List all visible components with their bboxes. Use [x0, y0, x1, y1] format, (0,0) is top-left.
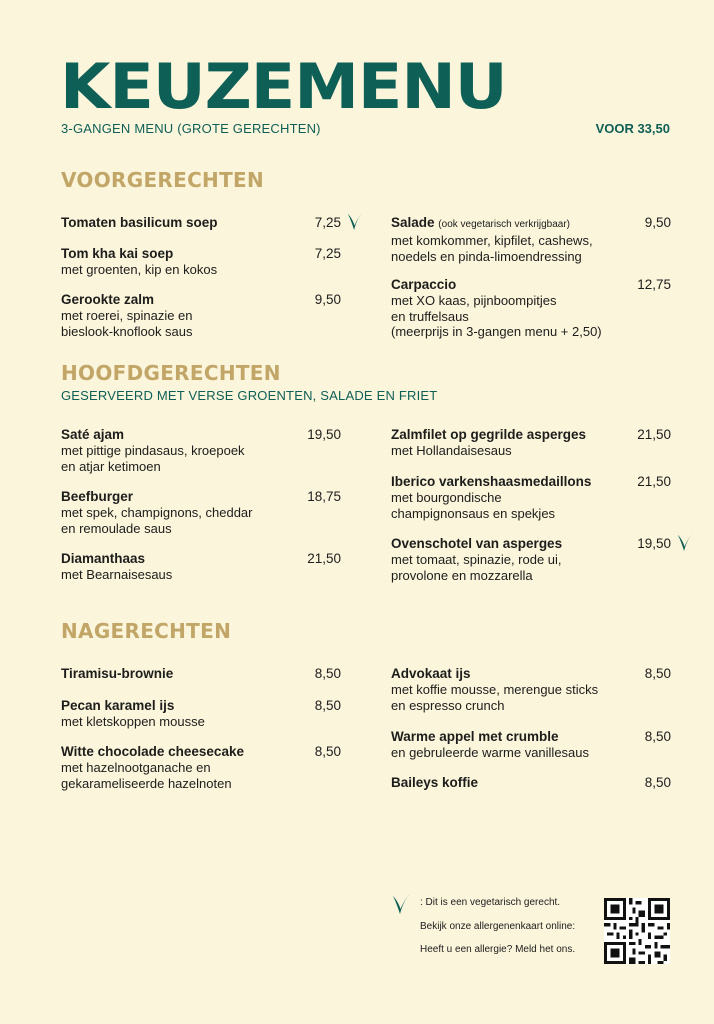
section-title-nagerechten: NAGERECHTEN	[61, 619, 232, 643]
menu-item-description: en espresso crunch	[391, 697, 505, 713]
menu-item-description: met Bearnaisesaus	[61, 567, 173, 582]
menu-item-description: met koffie mousse, merengue sticks	[391, 682, 599, 697]
menu-item-name	[391, 427, 671, 443]
menu-item-name	[61, 215, 341, 231]
veg-legend-text: : Dit is een vegetarisch gerecht.	[420, 897, 561, 908]
menu-item-price: 12,75	[637, 277, 671, 292]
menu-item-description: met hazelnootganache en	[61, 760, 211, 775]
menu-item-price: 8,50	[314, 744, 341, 759]
page-subtitle: 3-GANGEN MENU (GROTE GERECHTEN)	[61, 121, 321, 136]
menu-item-price: 7,25	[314, 246, 341, 261]
menu-item-salade	[391, 215, 671, 264]
vegetarian-leaf-icon	[346, 210, 364, 232]
allergy-question-text: Heeft u een allergie? Meld het ons.	[420, 944, 576, 955]
menu-item-name-text: Saté ajam	[61, 427, 125, 442]
menu-item-price: 21,50	[637, 474, 671, 489]
menu-item-description: en truffelsaus	[391, 308, 469, 324]
menu-item-description: en remoulade saus	[61, 520, 172, 536]
page-title: KEUZEMENU	[60, 50, 507, 123]
menu-item-name-text: Beefburger	[61, 489, 134, 504]
menu-item-price: 8,50	[644, 666, 671, 681]
menu-item-name	[391, 277, 671, 293]
menu-item-tomaten-basilicum-soep	[61, 215, 341, 231]
menu-item-pecan-karamel-ijs	[61, 698, 341, 730]
menu-item-description: en gebruleerde warme vanillesaus	[391, 745, 590, 760]
menu-item-price: 8,50	[314, 666, 341, 681]
menu-item-name	[61, 666, 341, 682]
menu-item-warme-appel-met-crumble	[391, 729, 671, 761]
menu-item-name	[61, 551, 341, 567]
menu-item-name-text: Salade	[391, 215, 435, 230]
menu-item-name	[391, 215, 671, 233]
menu-item-name-text: Advokaat ijs	[391, 666, 471, 681]
menu-price: VOOR 33,50	[595, 121, 670, 136]
menu-item-description: champignonsaus en spekjes	[391, 505, 556, 521]
menu-item-price: 19,50	[307, 427, 341, 442]
menu-item-description: met XO kaas, pijnboompitjes	[391, 293, 557, 308]
menu-item-name-text: Witte chocolade cheesecake	[61, 744, 244, 759]
menu-item-name-text: Baileys koffie	[391, 775, 479, 790]
menu-item-description: met spek, champignons, cheddar	[61, 505, 253, 520]
menu-item-description: met kletskoppen mousse	[61, 714, 205, 729]
menu-item-description: en atjar ketimoen	[61, 458, 161, 474]
menu-item-tom-kha-kai-soep	[61, 246, 341, 278]
menu-item-name-text: Warme appel met crumble	[391, 729, 559, 744]
menu-item-description: met pittige pindasaus, kroepoek	[61, 443, 245, 458]
menu-item-description: met komkommer, kipfilet, cashews,	[391, 233, 593, 248]
section-title-hoofdgerechten: HOOFDGERECHTEN	[61, 361, 281, 385]
menu-item-description: met roerei, spinazie en	[61, 308, 193, 323]
menu-item-note: (ook vegetarisch verkrijgbaar)	[438, 219, 571, 230]
menu-item-description: noedels en pinda-limoendressing	[391, 248, 582, 264]
menu-item-name	[61, 489, 341, 505]
menu-item-name	[61, 744, 341, 760]
vegetarian-leaf-icon	[676, 531, 694, 553]
menu-item-price: 9,50	[314, 292, 341, 307]
menu-item-name-text: Pecan karamel ijs	[61, 698, 175, 713]
menu-item-name	[61, 427, 341, 443]
menu-item-price: 18,75	[307, 489, 341, 504]
section-title-voorgerechten: VOORGERECHTEN	[61, 168, 265, 192]
menu-item-price: 8,50	[314, 698, 341, 713]
menu-item-name	[391, 666, 671, 682]
menu-item-description: provolone en mozzarella	[391, 567, 533, 583]
menu-item-description: gekarameliseerde hazelnoten	[61, 775, 232, 791]
menu-item-beefburger	[61, 489, 341, 536]
menu-item-gerookte-zalm	[61, 292, 341, 339]
menu-item-name-text: Diamanthaas	[61, 551, 146, 566]
menu-item-name	[61, 698, 341, 714]
menu-item-description: met tomaat, spinazie, rode ui,	[391, 552, 562, 567]
menu-item-price: 21,50	[637, 427, 671, 442]
menu-item-diamanthaas	[61, 551, 341, 583]
menu-item-name	[391, 536, 671, 552]
menu-item-tiramisu-brownie	[61, 666, 341, 682]
menu-item-name-text: Tom kha kai soep	[61, 246, 174, 261]
menu-item-name	[391, 775, 671, 791]
menu-item-advokaat-ijs	[391, 666, 671, 713]
menu-item-description: met bourgondische	[391, 490, 502, 505]
menu-item-name-text: Tiramisu-brownie	[61, 666, 174, 681]
menu-item-price: 21,50	[307, 551, 341, 566]
menu-item-ovenschotel-van-asperges	[391, 536, 671, 583]
menu-item-description: bieslook-knoflook saus	[61, 323, 193, 339]
menu-item-name-text: Carpaccio	[391, 277, 457, 292]
menu-item-description: met groenten, kip en kokos	[61, 262, 218, 277]
menu-item-name-text: Tomaten basilicum soep	[61, 215, 218, 230]
menu-item-name	[61, 246, 341, 262]
menu-item-name	[391, 474, 671, 490]
menu-item-name	[391, 729, 671, 745]
menu-item-price: 7,25	[314, 215, 341, 230]
vegetarian-leaf-icon	[391, 892, 411, 916]
menu-item-carpaccio	[391, 277, 671, 340]
menu-item-sate-ajam	[61, 427, 341, 474]
menu-item-name	[61, 292, 341, 308]
menu-item-price: 8,50	[644, 729, 671, 744]
menu-item-baileys-koffie	[391, 775, 671, 791]
allergen-card-text: Bekijk onze allergenenkaart online:	[420, 921, 576, 932]
menu-item-zalmfilet-op-gegrilde-asperges	[391, 427, 671, 459]
menu-item-price: 8,50	[644, 775, 671, 790]
menu-item-name-text: Gerookte zalm	[61, 292, 155, 307]
section-subtitle-hoofdgerechten: GESERVEERD MET VERSE GROENTEN, SALADE EN FRIET	[61, 388, 438, 403]
menu-item-witte-chocolade-cheesecake	[61, 744, 341, 791]
menu-item-name-text: Iberico varkenshaasmedaillons	[391, 474, 592, 489]
menu-item-description: met Hollandaisesaus	[391, 443, 512, 458]
menu-item-iberico-varkenshaasmedaillons	[391, 474, 671, 521]
qr-code-icon[interactable]	[604, 898, 670, 964]
menu-item-price: 19,50	[637, 536, 671, 551]
menu-item-name-text: Zalmfilet op gegrilde asperges	[391, 427, 587, 442]
menu-item-price: 9,50	[644, 215, 671, 230]
menu-item-description: (meerprijs in 3-gangen menu + 2,50)	[391, 324, 602, 339]
menu-item-name-text: Ovenschotel van asperges	[391, 536, 563, 551]
